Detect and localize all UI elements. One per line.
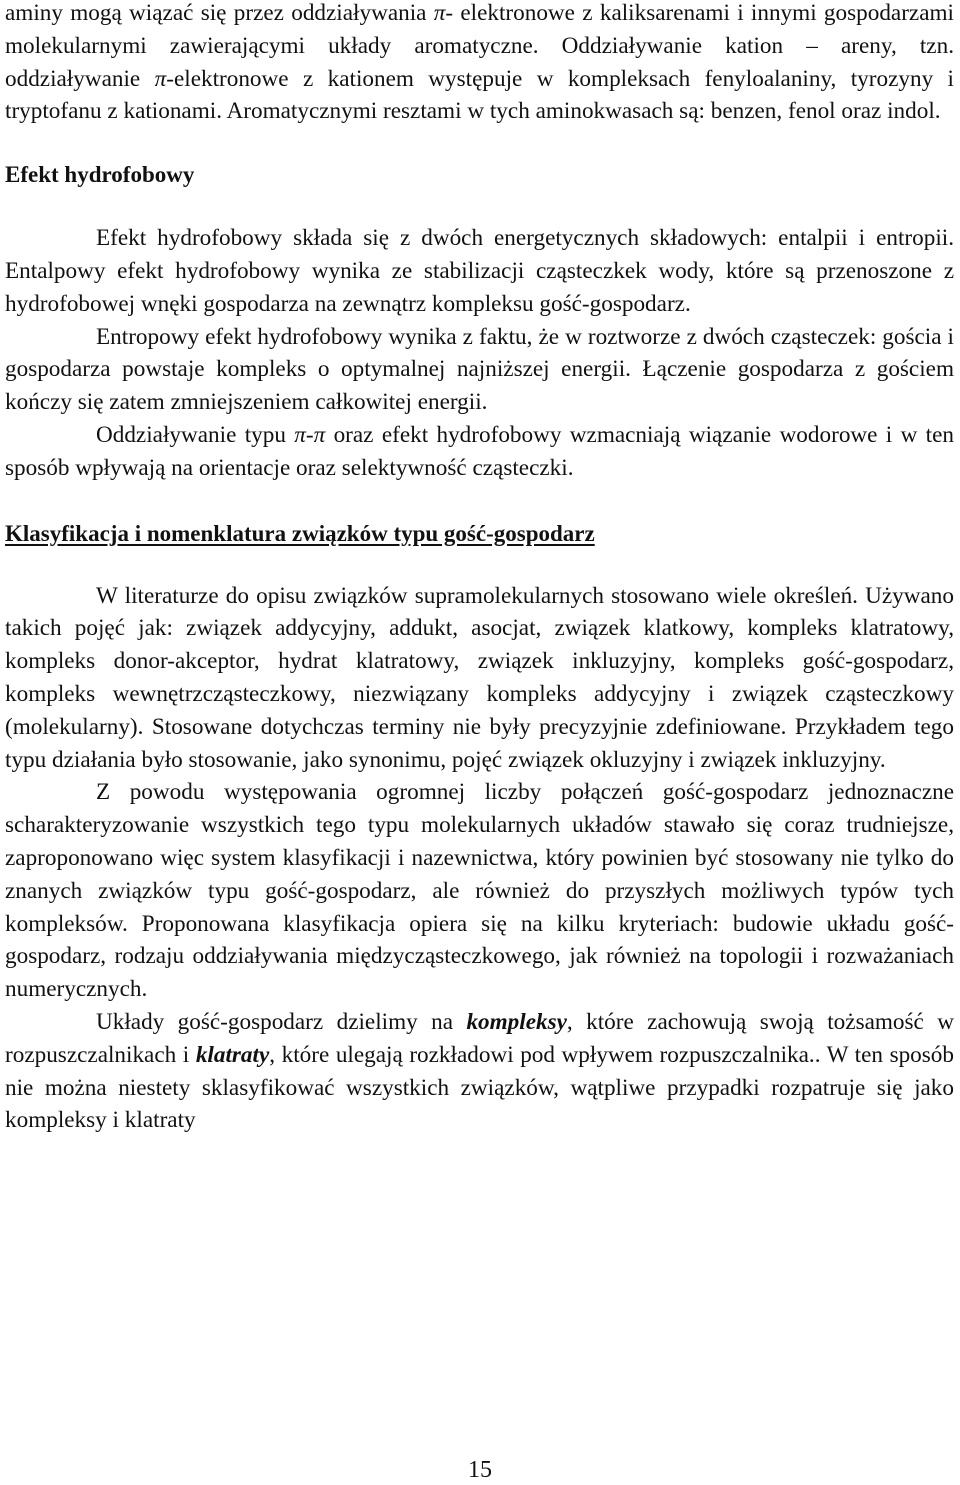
section-heading-hydrophobic: Efekt hydrofobowy bbox=[5, 162, 195, 188]
intro-text-1: aminy mogą wiązać się przez oddziaływania bbox=[5, 0, 434, 26]
pipi-text-1: Oddziaływanie typu bbox=[96, 421, 295, 448]
classes-text-2: , które zachowują swoją tożsamość w rozpuszczalnikach i bbox=[5, 1008, 954, 1068]
classification-paragraph-3 bbox=[5, 1006, 954, 1137]
term-klatraty: klatraty bbox=[195, 1041, 270, 1068]
intro-paragraph bbox=[5, 0, 954, 128]
intro-text-3: -elektronowe z kationem występuje w kompleksach fenyloalaniny, tyrozyny i tryptofanu z kationami. Aromatycznymi resztami w tych aminokwasach są: benzen, fenol oraz indol. bbox=[5, 65, 954, 125]
hydrophobic-paragraph-1: Efekt hydrofobowy składa się z dwóch energetycznych składowych: entalpii i entropii. Entalpowy efekt hydrofobowy wynika ze stabilizacji cząsteczkek wody, które są przenoszone z hydrofobowej wnęki gospodarza na zewnątrz kompleksu gość-gospodarz. bbox=[5, 225, 954, 317]
intro-text-2: - elektronowe z kaliksarenami i innymi gospodarzami molekularnymi zawierającymi układy aromatyczne. Oddziaływanie kation – areny, tzn. oddziaływanie bbox=[5, 0, 954, 92]
classification-paragraph-2: Z powodu występowania ogromnej liczby połączeń gość-gospodarz jednoznaczne scharakteryzowanie wszystkich tego typu molekularnych układów stawało się coraz trudniejsze, zaproponowano więc system klasyfikacji i nazewnictwa, który powinien być stosowany nie tylko do znanych związków typu gość-gospodarz, ale również do przyszłych możliwych typów tych kompleksów. Proponowana klasyfikacja opiera się na kilku kryteriach: budowie układu gość-gospodarz, rodzaju oddziaływania międzycząsteczkowego, jak również na topologii i rozważaniach numerycznych. bbox=[5, 779, 954, 1003]
classes-text-3: , które ulegają rozkładowi pod wpływem rozpuszczalnika.. W ten sposób nie można niestety sklasyfikować wszystkich związków, wątpliwe przypadki rozpatruje się jako kompleksy i klatraty bbox=[5, 1041, 954, 1134]
page-number: 15 bbox=[468, 1457, 492, 1483]
section-heading-classification: Klasyfikacja i nomenklatura związków typu gość-gospodarz bbox=[5, 520, 595, 546]
classification-paragraph-1: W literaturze do opisu związków supramolekularnych stosowano wiele określeń. Używano takich pojęć jak: związek addycyjny, addukt, asocjat, związek klatkowy, kompleks klatratowy, kompleks donor-akceptor, hydrat klatratowy, związek inkluzyjny, kompleks gość-gospodarz, kompleks wewnętrzcząsteczkowy, niezwiązany kompleks addycyjny i związek cząsteczkowy (molekularny). Stosowane dotychczas terminy nie były precyzyjnie zdefiniowane. Przykładem tego typu działania było stosowanie, jako synonimu, pojęć związek okluzyjny i związek inkluzyjny. bbox=[5, 582, 954, 773]
hydrophobic-paragraph-3 bbox=[5, 419, 954, 485]
pipi-text-2: oraz efekt hydrofobowy wzmacniają wiązanie wodorowe i w ten sposób wpływają na orientacje oraz selektywność cząsteczki. bbox=[5, 421, 954, 481]
term-kompleksy: kompleksy bbox=[466, 1008, 567, 1035]
pi-symbol: π bbox=[433, 0, 446, 26]
pi-symbol: π bbox=[154, 65, 167, 92]
pi-pi-symbol: π-π bbox=[294, 421, 326, 448]
hydrophobic-paragraph-2: Entropowy efekt hydrofobowy wynika z faktu, że w roztworze z dwóch cząsteczek: gościa i gospodarza powstaje kompleks o optymalnej najniższej energii. Łączenie gospodarza z gościem kończy się zatem zmniejszeniem całkowitej energii. bbox=[5, 323, 954, 416]
classes-text-1: Układy gość-gospodarz dzielimy na bbox=[96, 1008, 467, 1035]
document-page bbox=[5, 0, 954, 1137]
